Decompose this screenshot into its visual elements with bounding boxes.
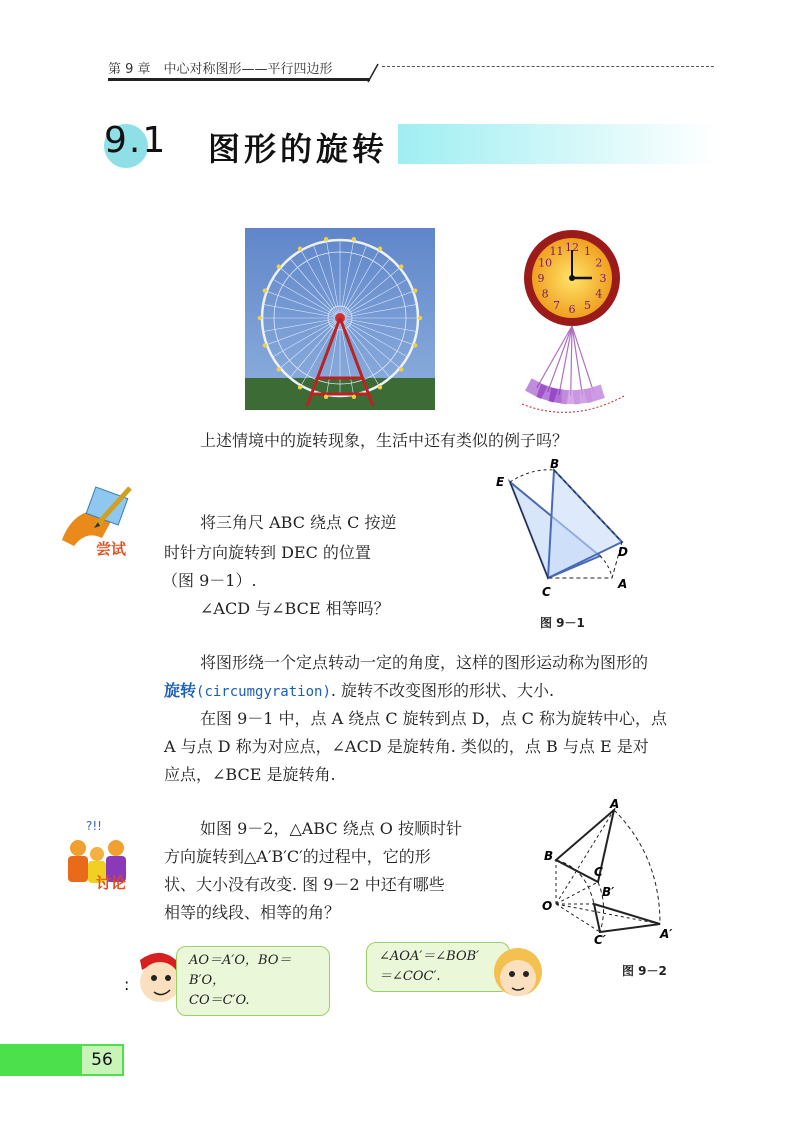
clock-number: 8 (541, 287, 549, 301)
fig1-label-e: E (496, 475, 505, 489)
fig1-label-a: A (618, 577, 628, 591)
bubble-left-line-1: AO＝A′O，BO＝B′O， (189, 953, 292, 988)
definition-line-1: 将图形绕一个定点转动一定的角度，这样的图形运动称为图形的 (200, 653, 649, 672)
fig2-label-c-prime: C′ (594, 933, 606, 946)
ferris-wheel-photo (245, 228, 435, 410)
bubble-right-line-1: ∠AOA′＝∠BOB′ (379, 949, 480, 964)
figure-9-1 (480, 456, 650, 600)
try-line-1: 将三角尺 ABC 绕点 C 按逆 (200, 513, 397, 532)
svg-text::: : (124, 975, 130, 994)
discuss-line-1: 如图 9－2，△ABC 绕点 O 按顺时针 (200, 819, 462, 838)
bubble-left-line-2: CO＝C′O. (189, 993, 250, 1008)
cartoon-boy-face (118, 946, 184, 1010)
clock-number: 3 (599, 272, 607, 285)
fig2-label-a-prime: A′ (660, 927, 673, 941)
clock-number: 7 (553, 298, 560, 312)
clock-number: 4 (595, 287, 603, 301)
try-label: 尝试 (96, 540, 127, 558)
section-number: 9.1 (104, 120, 168, 161)
speech-bubble-left (176, 946, 330, 1016)
header-rule (108, 78, 370, 81)
clock-number: 6 (568, 303, 576, 316)
clock-number: 12 (565, 241, 579, 254)
fig1-label-d: D (618, 545, 628, 559)
definition-line-5: 应点，∠BCE 是旋转角. (164, 765, 336, 784)
term-rotation: 旋转 (164, 681, 197, 700)
try-line-3: （图 9－1）. (162, 571, 257, 590)
page-number: 56 (82, 1046, 122, 1074)
fig2-label-b-prime: B′ (602, 885, 615, 899)
clock-number: 11 (549, 245, 564, 259)
cartoon-girl-face (486, 938, 550, 1010)
discuss-line-3: 状、大小没有改变. 图 9－2 中还有哪些 (164, 875, 445, 894)
pendulum-clock-image (512, 228, 632, 414)
section-title-bar (398, 124, 716, 164)
section-title: 图形的旋转 (208, 130, 389, 168)
clock-number: 2 (595, 256, 603, 270)
figure-9-1-caption: 图 9－1 (540, 616, 585, 630)
header-slash (366, 62, 380, 84)
clock-number: 9 (537, 272, 545, 285)
fig1-label-b: B (550, 457, 560, 471)
clock-number: 5 (584, 298, 591, 312)
discuss-line-2: 方向旋转到△A′B′C′的过程中，它的形 (164, 847, 431, 866)
fig2-label-o: O (542, 899, 553, 913)
term-rotation-english: (circumgyration) (196, 684, 331, 700)
figure-9-2 (536, 796, 686, 946)
clock-number: 10 (538, 256, 553, 270)
fig2-label-c: C (594, 865, 603, 879)
try-line-2: 时针方向旋转到 DEC 的位置 (164, 543, 371, 562)
fig2-label-b: B (544, 849, 554, 863)
definition-line-2 (164, 676, 554, 707)
try-line-4: ∠ACD 与∠BCE 相等吗？ (200, 599, 390, 618)
header-dashed-rule (382, 66, 714, 67)
discuss-label: 讨论 (96, 874, 127, 892)
clock-number: 1 (584, 245, 591, 259)
definition-line-2-rest: . 旋转不改变图形的形状、大小. (330, 681, 555, 700)
bubble-right-line-2: ＝∠COC′. (379, 969, 441, 984)
discuss-line-4: 相等的线段、相等的角？ (164, 903, 341, 922)
figure-9-2-caption: 图 9－2 (622, 964, 667, 978)
running-header: 第 9 章 中心对称图形——平行四边形 (108, 62, 333, 77)
svg-text:?!!: ?!! (86, 819, 102, 833)
definition-line-4: A 与点 D 称为对应点，∠ACD 是旋转角. 类似的，点 B 与点 E 是对 (164, 737, 649, 756)
fig1-label-c: C (542, 585, 551, 599)
fig2-label-a: A (610, 797, 620, 811)
definition-line-3: 在图 9－1 中，点 A 绕点 C 旋转到点 D，点 C 称为旋转中心，点 (200, 709, 668, 728)
intro-question: 上述情境中的旋转现象，生活中还有类似的例子吗？ (200, 431, 569, 450)
